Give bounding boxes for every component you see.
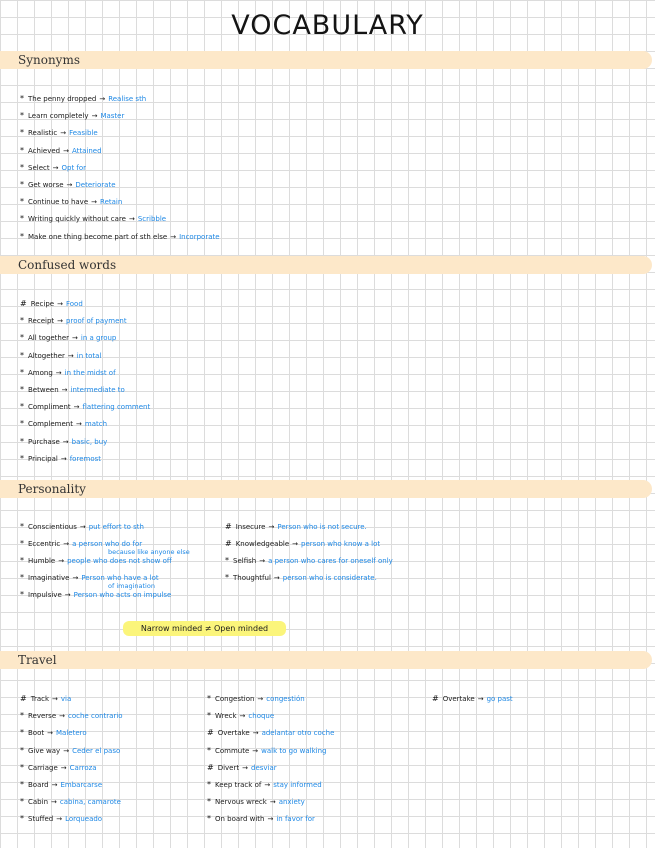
arrow-icon: → <box>57 300 63 308</box>
bullet-mark: * <box>20 316 24 326</box>
vocab-entry <box>20 402 150 412</box>
arrow-icon: → <box>273 574 280 582</box>
vocab-term: Congestion <box>215 695 255 703</box>
vocab-entry <box>20 419 107 429</box>
vocab-definition: in the midst of <box>64 368 116 377</box>
vocab-definition: a person who do for <box>72 540 143 548</box>
vocab-entry <box>207 694 305 704</box>
vocab-entry <box>20 111 124 121</box>
vocab-definition: flattering comment <box>82 403 151 412</box>
vocab-term: Thoughtful <box>233 574 271 582</box>
vocab-entry <box>20 814 102 824</box>
bullet-mark: * <box>207 694 211 703</box>
section-label: Synonyms <box>18 53 80 67</box>
arrow-icon: → <box>99 95 106 103</box>
bullet-mark: * <box>20 814 24 824</box>
section-label: Personality <box>18 482 86 496</box>
section-label: Travel <box>18 653 57 667</box>
vocab-term: Stuffed <box>28 815 54 824</box>
vocab-entry <box>207 814 315 824</box>
bullet-mark: * <box>20 453 24 463</box>
arrow-icon: → <box>52 695 58 703</box>
vocab-term: Imaginative <box>28 574 70 582</box>
arrow-icon: → <box>47 729 53 738</box>
arrow-icon: → <box>73 403 80 412</box>
bullet-mark: * <box>20 419 24 429</box>
vocab-term: Complement <box>28 420 73 429</box>
bullet-mark: * <box>20 402 24 412</box>
bullet-mark: * <box>225 573 229 582</box>
vocab-entry <box>20 590 171 600</box>
vocab-term: Receipt <box>28 317 55 326</box>
vocab-term: Boot <box>28 729 45 738</box>
bullet-mark: * <box>20 350 24 360</box>
arrow-icon: → <box>91 198 98 207</box>
vocab-entry <box>20 316 127 326</box>
arrow-icon: → <box>63 746 70 755</box>
vocab-term: Selfish <box>233 557 257 565</box>
arrow-icon: → <box>72 574 79 582</box>
vocab-term: Altogether <box>28 351 65 360</box>
vocab-entry <box>225 556 393 566</box>
arrow-icon: → <box>67 351 74 360</box>
vocab-definition: Food <box>65 300 83 308</box>
arrow-icon: → <box>267 815 274 824</box>
vocab-term: Achieved <box>28 146 61 155</box>
vocab-term: Commute <box>215 746 250 755</box>
arrow-icon: → <box>59 712 66 721</box>
arrow-icon: → <box>477 695 484 703</box>
section-header-personality <box>0 480 652 498</box>
vocab-entry <box>207 746 326 756</box>
bullet-mark: # <box>432 694 439 703</box>
bullet-mark: * <box>20 573 24 582</box>
vocab-entry <box>20 728 87 738</box>
arrow-icon: → <box>264 781 271 789</box>
vocab-term: Carriage <box>28 763 58 772</box>
vocab-term: Among <box>28 368 53 377</box>
arrow-icon: → <box>292 540 299 548</box>
vocab-definition: Carroza <box>69 763 97 772</box>
bullet-mark: * <box>20 711 24 721</box>
vocab-definition: Attained <box>71 146 102 155</box>
bullet-mark: * <box>20 522 24 531</box>
vocab-term: Board <box>28 781 49 789</box>
arrow-icon: → <box>60 129 67 138</box>
bullet-mark: * <box>20 436 24 446</box>
vocab-term: Overtake <box>217 729 250 738</box>
vocab-entry <box>20 522 144 532</box>
arrow-icon: → <box>269 798 276 807</box>
arrow-icon: → <box>51 798 57 807</box>
vocab-term: Cabin <box>28 798 49 807</box>
bullet-mark: # <box>207 728 214 738</box>
highlighted-note: Narrow minded ≠ Open minded <box>123 621 286 636</box>
bullet-mark: * <box>20 797 24 807</box>
arrow-icon: → <box>72 334 78 343</box>
arrow-icon: → <box>252 729 259 738</box>
vocab-term: Nervous wreck <box>215 798 267 807</box>
vocab-term: Humble <box>28 557 56 565</box>
arrow-icon: → <box>242 763 248 772</box>
arrow-icon: → <box>170 232 177 241</box>
bullet-mark: * <box>207 745 211 755</box>
vocab-term: Wreck <box>215 712 237 721</box>
vocab-definition: walk to go walking <box>261 746 327 755</box>
vocab-definition: in favor for <box>276 815 315 824</box>
bullet-mark: * <box>20 111 24 121</box>
vocab-entry <box>20 368 116 378</box>
arrow-icon: → <box>56 815 63 824</box>
bullet-mark: * <box>20 333 24 343</box>
vocab-definition: Opt for <box>61 163 87 172</box>
arrow-icon: → <box>66 181 73 189</box>
vocab-entry <box>207 797 305 807</box>
arrow-icon: → <box>76 420 82 429</box>
vocab-term: Principal <box>28 454 58 463</box>
vocab-entry <box>20 180 116 190</box>
vocab-term: Divert <box>217 763 240 772</box>
vocab-entry <box>20 351 101 361</box>
vocab-term: Get worse <box>28 181 64 189</box>
vocab-definition: go past <box>486 695 513 703</box>
vocab-term: Overtake <box>442 695 475 703</box>
vocab-entry <box>20 163 86 173</box>
vocab-definition: desviar <box>251 763 277 772</box>
vocab-entry <box>432 694 513 704</box>
bullet-mark: # <box>225 539 232 548</box>
vocab-entry <box>20 437 107 447</box>
vocab-term: Between <box>28 386 59 394</box>
arrow-icon: → <box>55 368 62 377</box>
vocab-definition: in a group <box>80 334 117 343</box>
vocab-entry <box>20 214 166 224</box>
vocab-entry <box>20 556 172 566</box>
vocab-entry <box>20 197 122 207</box>
vocab-definition: Person who have a lot <box>81 574 159 582</box>
vocab-definition: Feasible <box>69 129 98 138</box>
vocab-definition: foremost <box>69 454 101 463</box>
vocab-term: Insecure <box>235 523 266 531</box>
vocab-definition-continued: because like anyone else <box>108 548 190 556</box>
page-title: VOCABULARY <box>231 10 424 41</box>
vocab-definition: put effort to sth <box>88 523 144 531</box>
section-header-travel <box>0 651 652 669</box>
vocab-entry <box>207 763 277 773</box>
arrow-icon: → <box>58 557 65 565</box>
bullet-mark: # <box>20 299 27 308</box>
vocab-term: Recipe <box>30 300 55 308</box>
vocab-term: Conscientious <box>28 523 77 531</box>
vocab-entry <box>207 728 334 738</box>
arrow-icon: → <box>60 763 67 772</box>
bullet-mark: * <box>20 556 24 565</box>
vocab-entry <box>225 573 377 583</box>
bullet-mark: * <box>20 762 24 772</box>
vocab-entry <box>20 299 83 309</box>
vocab-definition: in total <box>76 351 102 360</box>
arrow-icon: → <box>257 695 264 703</box>
bullet-mark: # <box>225 522 232 531</box>
vocab-definition: match <box>84 420 108 429</box>
vocab-entry <box>20 780 102 790</box>
bullet-mark: * <box>20 539 24 548</box>
section-header-synonyms <box>0 51 652 69</box>
vocab-term: On board with <box>215 815 265 824</box>
bullet-mark: * <box>20 145 24 155</box>
bullet-mark: * <box>20 780 24 789</box>
vocab-definition: person who is considerate. <box>282 574 377 582</box>
vocab-definition: person who know a lot <box>301 540 381 548</box>
vocab-term: Writing quickly without care <box>28 215 126 224</box>
vocab-definition: a person who cares for oneself only <box>268 557 393 565</box>
vocab-definition: basic, buy <box>71 437 108 446</box>
vocab-entry <box>20 385 125 395</box>
arrow-icon: → <box>268 523 275 531</box>
vocab-entry <box>20 746 120 756</box>
bullet-mark: * <box>20 197 24 207</box>
bullet-mark: # <box>207 762 214 772</box>
bullet-mark: * <box>225 556 229 565</box>
vocab-definition: Ceder el paso <box>72 746 121 755</box>
vocab-entry <box>207 780 322 790</box>
vocab-definition: Person who acts on impulse <box>73 591 172 599</box>
vocab-definition: Retain <box>100 198 123 207</box>
arrow-icon: → <box>63 146 69 155</box>
vocab-definition: Lorqueado <box>65 815 103 824</box>
section-header-confused-words <box>0 256 652 274</box>
bullet-mark: * <box>20 231 24 241</box>
vocab-entry <box>20 454 101 464</box>
arrow-icon: → <box>63 540 70 548</box>
vocab-entry <box>20 711 123 721</box>
vocab-definition: adelantar otro coche <box>261 729 335 738</box>
arrow-icon: → <box>252 746 259 755</box>
vocab-definition: Deteriorate <box>75 181 116 189</box>
arrow-icon: → <box>51 781 58 789</box>
vocab-term: Realistic <box>28 129 58 138</box>
bullet-mark: * <box>20 367 24 377</box>
vocab-entry <box>225 522 367 532</box>
bullet-mark: * <box>207 814 211 824</box>
arrow-icon: → <box>91 112 98 121</box>
vocab-definition: coche contrario <box>68 712 123 721</box>
vocab-definition: Maletero <box>56 729 87 738</box>
vocab-entry <box>20 146 102 156</box>
vocab-definition: Incorporate <box>179 232 220 241</box>
vocab-term: Reverse <box>28 712 57 721</box>
arrow-icon: → <box>57 317 64 326</box>
section-label: Confused words <box>18 258 117 272</box>
arrow-icon: → <box>239 712 246 721</box>
vocab-definition: choque <box>248 712 275 721</box>
vocab-term: Track <box>30 695 50 703</box>
bullet-mark: * <box>20 214 24 224</box>
arrow-icon: → <box>259 557 266 565</box>
vocab-definition: Person who is not secure. <box>277 523 367 531</box>
arrow-icon: → <box>128 215 135 224</box>
arrow-icon: → <box>60 454 67 463</box>
vocab-term: Impulsive <box>28 591 62 599</box>
bullet-mark: * <box>207 780 211 789</box>
vocab-term: Knowledgeable <box>235 540 290 548</box>
vocab-definition: intermediate to <box>70 386 125 394</box>
vocab-term: Make one thing become part of sth else <box>28 232 168 241</box>
vocab-definition: Realise sth <box>108 95 147 103</box>
vocab-definition: anxiety <box>278 798 305 807</box>
bullet-mark: * <box>20 728 24 738</box>
bullet-mark: * <box>20 385 24 394</box>
bullet-mark: * <box>20 162 24 172</box>
bullet-mark: * <box>20 180 24 189</box>
vocab-term: Compliment <box>28 403 71 412</box>
vocab-entry <box>20 94 146 104</box>
vocab-definition: stay informed <box>273 781 322 789</box>
vocab-entry <box>20 232 220 242</box>
vocab-definition: via <box>60 695 72 703</box>
vocab-definition: people who does not show off <box>67 557 172 565</box>
arrow-icon: → <box>62 437 69 446</box>
bullet-mark: # <box>20 694 27 703</box>
bullet-mark: * <box>20 94 24 103</box>
vocab-definition: proof of payment <box>66 317 127 326</box>
vocab-entry <box>20 797 121 807</box>
arrow-icon: → <box>79 523 86 531</box>
vocab-definition: congestión <box>266 695 305 703</box>
bullet-mark: * <box>20 590 24 599</box>
vocab-entry <box>20 763 97 773</box>
bullet-mark: * <box>207 797 211 807</box>
arrow-icon: → <box>64 591 71 599</box>
bullet-mark: * <box>207 711 211 721</box>
vocab-entry <box>20 333 116 343</box>
vocab-term: Select <box>28 163 50 172</box>
vocab-definition: Scribble <box>137 215 167 224</box>
vocab-term: Learn completely <box>28 112 89 121</box>
bullet-mark: * <box>20 745 24 755</box>
vocab-term: The penny dropped <box>28 95 97 103</box>
vocab-entry <box>225 539 380 549</box>
vocab-term: Continue to have <box>28 198 89 207</box>
bullet-mark: * <box>20 128 24 138</box>
vocab-definition: cabina, camarote <box>59 798 121 807</box>
vocab-entry <box>20 128 98 138</box>
vocab-term: Purchase <box>28 437 60 446</box>
arrow-icon: → <box>61 386 68 394</box>
vocab-term: Eccentric <box>28 540 61 548</box>
vocab-definition-continued: of imagination <box>108 582 155 590</box>
vocab-term: All together <box>28 334 70 343</box>
vocab-term: Keep track of <box>215 781 262 789</box>
arrow-icon: → <box>52 163 59 172</box>
vocab-entry <box>20 694 71 704</box>
vocab-definition: Master <box>100 112 125 121</box>
vocab-definition: Embarcarse <box>60 781 103 789</box>
vocab-entry <box>207 711 274 721</box>
vocab-term: Give way <box>28 746 61 755</box>
